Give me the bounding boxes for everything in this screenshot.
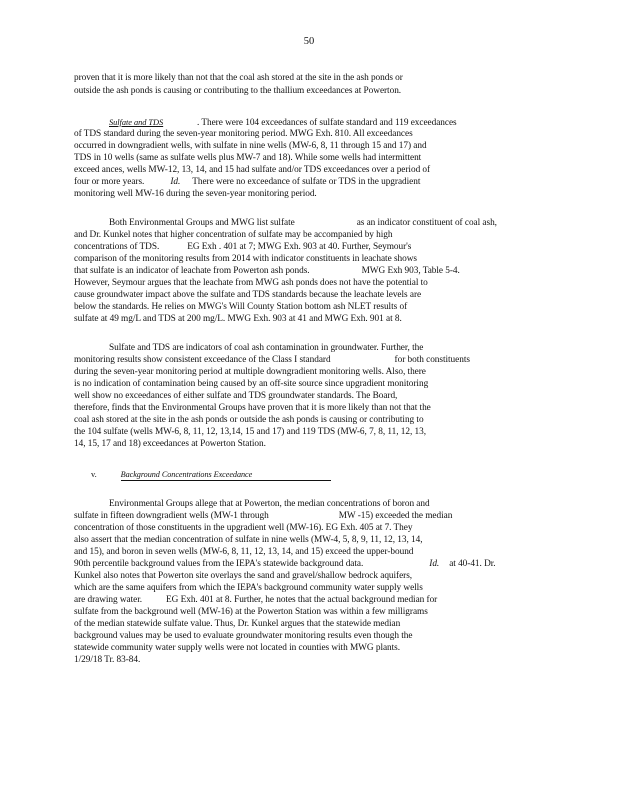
- text-line: background values may be used to evaluate groundwater monitoring results even though the: [74, 631, 413, 641]
- text-line: outside the ash ponds is causing or contributing to the thallium exceedances at Powerton.: [74, 86, 402, 96]
- text-line: Sulfate and TDS are indicators of coal ash contamination in groundwater. Further, the: [109, 343, 424, 353]
- page-number: 50: [303, 36, 315, 47]
- text-line: therefore, finds that the Environmental Groups have proven that it is more likely than not that the: [74, 403, 431, 413]
- text-line: as an indicator constituent of coal ash,: [356, 218, 497, 228]
- text-line: 14, 15, 17 and 18) exceedances at Powerton Station.: [74, 439, 266, 449]
- section-heading: Background Concentrations Exceedance: [121, 469, 331, 481]
- text-line: There were no exceedance of sulfate or TDS in the upgradient: [192, 177, 421, 187]
- citation-id: Id.: [429, 559, 440, 569]
- text-line: sulfate in fifteen downgradient wells (MW-1 through: [74, 511, 269, 521]
- text-line: cause groundwater impact above the sulfate and TDS standards because the leachate levels are: [74, 290, 422, 300]
- text-line: concentrations of TDS.: [74, 242, 160, 252]
- text-line: TDS in 10 wells (same as sulfate wells plus MW-7 and 18). While some wells had intermittent: [74, 153, 422, 163]
- text-line: well show no exceedances of either sulfate and TDS groundwater standards. The Board,: [74, 391, 398, 401]
- text-line: coal ash stored at the site in the ash ponds or outside the ash ponds is causing or contributing to: [74, 415, 424, 425]
- text-line: 90th percentile background values from the IEPA's statewide background data.: [74, 559, 364, 569]
- text-line: 1/29/18 Tr. 83-84.: [74, 655, 141, 665]
- text-line: MW -15) exceeded the median: [338, 511, 453, 521]
- text-line: of TDS standard during the seven-year monitoring period. MWG Exh. 810. All exceedances: [74, 129, 413, 139]
- text-line: below the standards. He relies on MWG's Will County Station bottom ash NLET results of: [74, 302, 408, 312]
- text-line: which are the same aquifers from which the IEPA's background community water supply wells: [74, 583, 423, 593]
- text-line: concentration of those constituents in the upgradient well (MW-16). EG Exh. 405 at 7. They: [74, 523, 413, 533]
- text-line: . There were 104 exceedances of sulfate standard and 119 exceedances: [197, 118, 457, 128]
- text-line: at 40-41. Dr.: [449, 559, 496, 569]
- section-heading: Sulfate and TDS: [109, 118, 164, 127]
- text-line: However, Seymour argues that the leachate from MWG ash ponds does not have the potential to: [74, 278, 428, 288]
- text-line: exceed ances, wells MW-12, 13, 14, and 15 had sulfate and/or TDS exceedances over a period of: [74, 165, 431, 175]
- text-line: during the seven-year monitoring period at multiple downgradient monitoring wells. Also, there: [74, 367, 426, 377]
- text-line: monitoring results show consistent exceedance of the Class I standard: [74, 355, 331, 365]
- text-line: EG Exh . 401 at 7; MWG Exh. 903 at 40. Further, Seymour's: [187, 242, 412, 252]
- text-line: Environmental Groups allege that at Powerton, the median concentrations of boron and: [109, 499, 430, 509]
- section-numeral: v.: [91, 470, 97, 479]
- text-line: occurred in downgradient wells, with sulfate in nine wells (MW-6, 8, 11 through 15 and 17) and: [74, 141, 427, 151]
- citation-id: Id.: [170, 177, 181, 187]
- text-line: Both Environmental Groups and MWG list sulfate: [109, 218, 295, 228]
- text-line: sulfate from the background well (MW-16) at the Powerton Station was within a few milligrams: [74, 607, 428, 617]
- text-line: for both constituents: [394, 355, 470, 365]
- text-line: four or more years.: [74, 177, 145, 187]
- text-line: and 15), and boron in seven wells (MW-6, 8, 11, 12, 13, 14, and 15) exceed the upper-bound: [74, 547, 414, 557]
- text-line: MWG Exh 903, Table 5-4.: [361, 266, 460, 276]
- text-line: statewide community water supply wells were not located in counties with MWG plants.: [74, 643, 401, 653]
- text-line: also assert that the median concentration of sulfate in nine wells (MW-4, 5, 8, 9, 11, 12, 13, 14,: [74, 535, 423, 545]
- text-line: EG Exh. 401 at 8. Further, he notes that the actual background median for: [166, 595, 438, 605]
- text-line: that sulfate is an indicator of leachate from Powerton ash ponds.: [74, 266, 310, 276]
- text-line: Kunkel also notes that Powerton site overlays the sand and gravel/shallow bedrock aquifers,: [74, 571, 413, 581]
- text-line: are drawing water.: [74, 595, 143, 605]
- text-line: of the median statewide sulfate value. Thus, Dr. Kunkel argues that the statewide median: [74, 619, 401, 629]
- text-line: comparison of the monitoring results from 2014 with indicator constituents in leachate shows: [74, 254, 417, 264]
- text-line: the 104 sulfate (wells MW-6, 8, 11, 12, 13,14, 15 and 17) and 119 TDS (MW-6, 7, 8, 11, 12, 13,: [74, 427, 426, 437]
- text-line: sulfate at 49 mg/L and TDS at 200 mg/L. MWG Exh. 903 at 41 and MWG Exh. 901 at 8.: [74, 314, 402, 324]
- text-line: is no indication of contamination being caused by an off-site source since upgradient monitoring: [74, 379, 429, 389]
- text-line: proven that it is more likely than not that the coal ash stored at the site in the ash ponds or: [74, 73, 403, 83]
- text-line: monitoring well MW-16 during the seven-year monitoring period.: [74, 189, 317, 199]
- text-line: and Dr. Kunkel notes that higher concentration of sulfate may be accompanied by high: [74, 230, 393, 240]
